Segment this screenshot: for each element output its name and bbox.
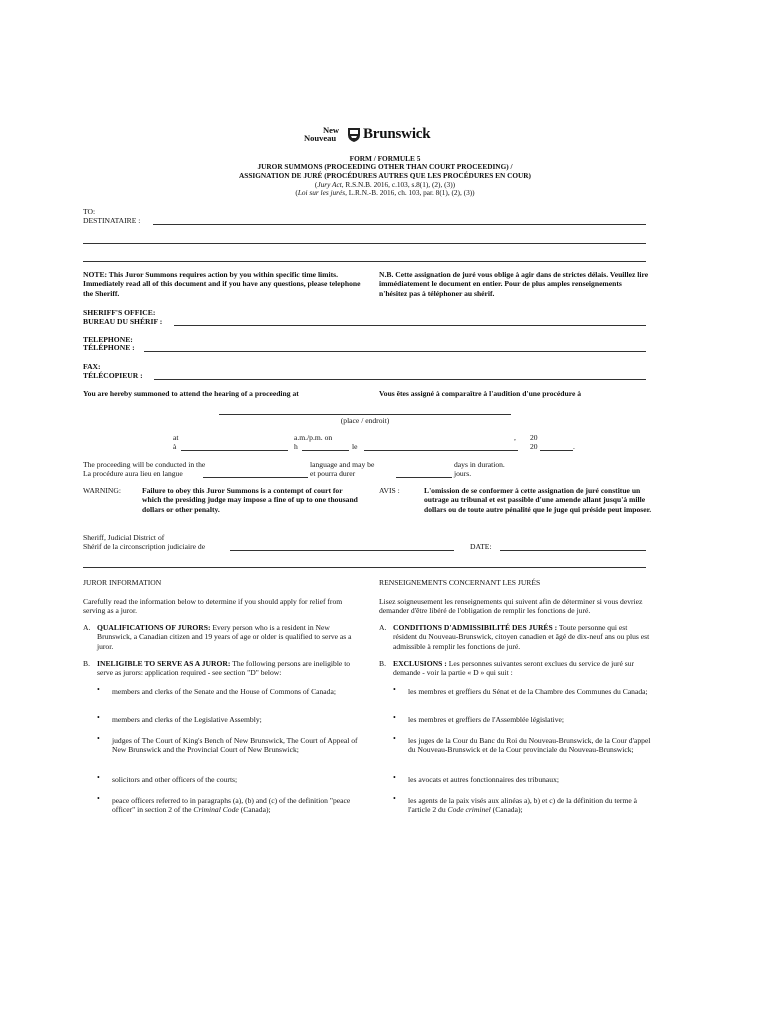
h-label: h <box>294 442 298 451</box>
bullet-fr-1: les membres et greffiers du Sénat et de la Chambre des Communes du Canada; <box>408 687 648 696</box>
act-name-en: Jury Act, <box>317 180 344 189</box>
bullet-en-5-text: peace officers referred to in paragraphs (a), (b) and (c) of the definition "peace officer" in section 2 of the <box>112 796 351 815</box>
hour-field[interactable] <box>302 450 349 451</box>
section-b-fr <box>393 659 651 678</box>
year-prefix: 20 <box>530 433 538 442</box>
conducted-en-2: language and may be <box>310 460 375 469</box>
sheriff-date-field[interactable] <box>500 550 646 551</box>
section-a-en <box>97 623 363 651</box>
bullet-fr-4: les avocats et autres fonctionnaires des tribunaux; <box>408 775 559 784</box>
a-label: à <box>173 442 177 451</box>
to-label-fr: DESTINATAIRE : <box>83 216 141 225</box>
sheriff-district-en: Sheriff, Judicial District of <box>83 533 165 542</box>
sheriff-office-label-en: SHERIFF'S OFFICE: <box>83 308 156 317</box>
bullet-icon: • <box>97 794 100 803</box>
summoned-en: You are hereby summoned to attend the hearing of a proceeding at <box>83 389 299 398</box>
place-field[interactable] <box>219 414 511 415</box>
logo-nouveau: Nouveau <box>304 133 337 143</box>
language-field[interactable] <box>203 477 308 478</box>
bullet-icon: • <box>393 773 396 782</box>
nb-logo <box>304 126 434 146</box>
bullet-icon: • <box>97 713 100 722</box>
section-a-letter-fr: A. <box>379 623 387 632</box>
conducted-en-1: The proceeding will be conducted in the <box>83 460 206 469</box>
bullet-icon: • <box>97 773 100 782</box>
fax-label-fr: TÉLÉCOPIEUR : <box>83 371 143 380</box>
bullet-fr-5-end: (Canada); <box>490 805 523 815</box>
fax-field[interactable] <box>154 379 646 380</box>
sheriff-district-fr: Shérif de la circonscription judiciaire de <box>83 542 206 551</box>
bullet-fr-3: les juges de la Cour du Banc du Roi du Nouveau-Brunswick, de la Cour d'appel du Nouveau-Brunswick et de la Cour provinciale du Nouveau-Brunswick; <box>408 736 651 755</box>
avis-label: AVIS : <box>379 486 400 495</box>
section-a-fr <box>393 623 651 651</box>
days-field[interactable] <box>396 477 452 478</box>
act-name-fr: Loi sur les jurés <box>297 188 346 197</box>
telephone-label-fr: TÉLÉPHONE : <box>83 343 135 352</box>
ampm-label: a.m./p.m. on <box>294 433 333 442</box>
form-title-fr: ASSIGNATION DE JURÉ (PROCÉDURES AUTRES QUE LES PROCÉDURES EN COUR) <box>239 171 531 180</box>
note-en: NOTE: This Juror Summons requires action by you within specific time limits. Immediately read all of this document and if you have any questions, please telephone the Sheriff. <box>83 270 361 298</box>
year-prefix-fr: 20 <box>530 442 538 451</box>
act-reference-en: (Jury Act, R.S.N.B. 2016, c.103, s.8(1), (2), (3)) <box>314 180 456 189</box>
juror-intro-fr: Lisez soigneusement les renseignements qui suivent afin de déterminer si vous devriez demander d'être libéré de l'obligation de remplir les fonctions de juré. <box>379 597 643 616</box>
bullet-en-4: solicitors and other officers of the courts; <box>112 775 238 784</box>
bullet-icon: • <box>393 794 396 803</box>
act-citation-fr: , L.R.N.-B. 2016, ch. 103, par. 8(1), (2), (3)) <box>345 188 475 197</box>
section-divider <box>83 567 646 568</box>
bullet-icon: • <box>393 685 396 694</box>
section-a-heading-en: QUALIFICATIONS OF JURORS: <box>97 623 211 632</box>
note-fr: N.B. Cette assignation de juré vous oblige à agir dans de strictes délais. Veuillez lire immédiatement le document en entier. Pour de plus amples renseignements n'hésitez pas à téléphoner au shérif. <box>379 270 649 298</box>
section-b-en <box>97 659 363 678</box>
conducted-en-3: days in duration. <box>454 460 505 469</box>
logo-new: New <box>323 125 340 135</box>
juror-info-heading-fr: RENSEIGNEMENTS CONCERNANT LES JURÉS <box>379 578 541 587</box>
section-a-text-fr: Toute personne qui est résident du Nouveau-Brunswick, citoyen canadien et âgé de dix-neuf ans ou plus est admissible à remplir les fonctions de juré. <box>393 623 650 651</box>
bullet-fr-5-text: les agents de la paix visés aux alinéas a), b) et c) de la définition du terme à l'article 2 du <box>408 796 637 815</box>
warning-label: WARNING: <box>83 486 121 495</box>
juror-info-heading-en: JUROR INFORMATION <box>83 578 162 587</box>
bullet-icon: • <box>97 685 100 694</box>
bullet-en-3: judges of The Court of King's Bench of New Brunswick, The Court of Appeal of New Brunswick and the Provincial Court of New Brunswick; <box>112 736 358 755</box>
time-field[interactable] <box>181 450 288 451</box>
form-number: FORM / FORMULE 5 <box>349 154 421 163</box>
section-b-heading-en: INELIGIBLE TO SERVE AS A JUROR: <box>97 659 231 668</box>
section-a-letter-en: A. <box>83 623 91 632</box>
bullet-en-5 <box>112 796 362 815</box>
district-field[interactable] <box>230 550 454 551</box>
criminal-code-fr: Code criminel <box>447 805 491 815</box>
conducted-fr-1: La procédure aura lieu en langue <box>83 469 183 478</box>
sheriff-office-label-fr: BUREAU DU SHÉRIF : <box>83 317 163 326</box>
section-b-heading-fr: EXCLUSIONS : <box>393 659 447 668</box>
section-b-text-en: The following persons are ineligible to serve as jurors: application required - see section "D" below: <box>97 659 351 678</box>
form-title-en: JUROR SUMMONS (PROCEEDING OTHER THAN COURT PROCEEDING) / <box>257 162 513 171</box>
section-a-text-en: Every person who is a resident in New Brunswick, a Canadian citizen and 19 years of age or older is qualified to serve as a juror. <box>97 623 352 651</box>
bullet-icon: • <box>393 734 396 743</box>
recipient-line-2[interactable] <box>83 243 646 244</box>
section-a-heading-fr: CONDITIONS D'ADMISSIBILITÉ DES JURÉS : <box>393 623 558 632</box>
criminal-code-en: Criminal Code <box>193 805 239 815</box>
bullet-en-2: members and clerks of the Legislative Assembly; <box>112 715 262 724</box>
to-label-en: TO: <box>83 207 96 216</box>
fax-label-en: FAX: <box>83 362 101 371</box>
year-period: . <box>573 442 575 451</box>
bullet-en-1: members and clerks of the Senate and the House of Commons of Canada; <box>112 687 336 696</box>
recipient-line-1[interactable] <box>153 224 646 225</box>
conducted-fr-2: et pourra durer <box>310 469 356 478</box>
bullet-icon: • <box>393 713 396 722</box>
crest-icon <box>346 126 362 143</box>
section-b-letter-en: B. <box>83 659 90 668</box>
sheriff-office-field[interactable] <box>174 325 646 326</box>
conducted-fr-3: jours. <box>454 469 472 478</box>
bullet-icon: • <box>97 734 100 743</box>
date-label: DATE: <box>470 542 492 551</box>
juror-intro-en: Carefully read the information below to determine if you should apply for relief from serving as a juror. <box>83 597 343 616</box>
warning-text: Failure to obey this Juror Summons is a contempt of court for which the presiding judge may impose a fine of up to one thousand dollars or other penalty. <box>142 486 358 514</box>
summoned-fr: Vous êtes assigné à comparaître à l'audition d'une procédure à <box>379 389 582 398</box>
year-field[interactable] <box>540 450 573 451</box>
avis-text: L'omission de se conformer à cette assignation de juré constitue un outrage au tribunal et est passible d'une amende allant jusqu'à mille dollars ou de toute autre pénalité que le juge qui préside peut imposer. <box>424 486 652 514</box>
bullet-fr-2: les membres et greffiers de l'Assemblée législative; <box>408 715 565 724</box>
bullet-fr-5 <box>408 796 651 815</box>
act-reference-fr: (Loi sur les jurés, L.R.N.-B. 2016, ch. 103, par. 8(1), (2), (3)) <box>295 188 475 197</box>
comma: , <box>514 433 516 442</box>
le-label: le <box>352 442 358 451</box>
telephone-field[interactable] <box>144 351 646 352</box>
act-citation-en: R.S.N.B. 2016, c.103, s.8(1), (2), (3)) <box>343 180 456 189</box>
logo-brunswick: Brunswick <box>363 126 431 142</box>
recipient-line-3[interactable] <box>83 261 646 262</box>
section-b-text-fr: Les personnes suivantes seront exclues du service de juré sur demande - voir la partie « D » qui suit : <box>393 659 635 678</box>
telephone-label-en: TELEPHONE: <box>83 335 133 344</box>
section-b-letter-fr: B. <box>379 659 386 668</box>
place-caption: (place / endroit) <box>340 416 390 425</box>
at-label: at <box>173 433 179 442</box>
date-field[interactable] <box>364 450 518 451</box>
bullet-en-5-end: (Canada); <box>238 805 271 815</box>
